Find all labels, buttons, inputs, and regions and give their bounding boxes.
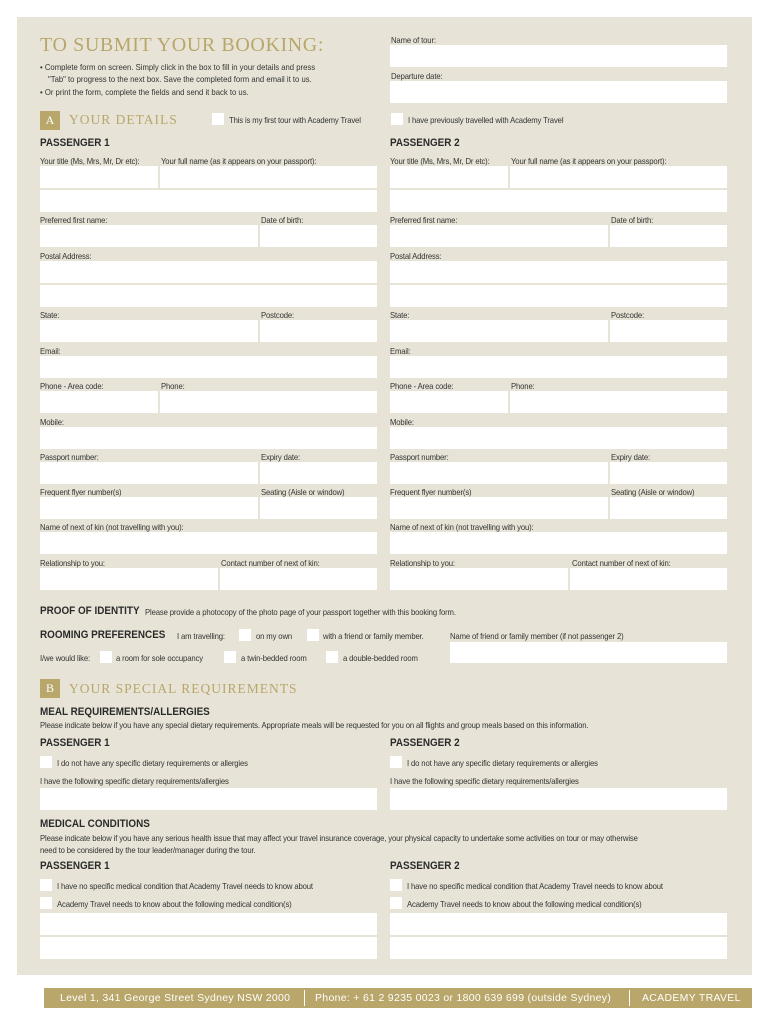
- p2-seating-label: Seating (Aisle or window): [611, 487, 695, 497]
- section-b-title: YOUR SPECIAL REQUIREMENTS: [69, 681, 298, 696]
- p1-title-label: Your title (Ms, Mrs, Mr, Dr etc):: [40, 156, 140, 166]
- p2-ff-field[interactable]: [390, 497, 608, 519]
- p2-preferred-name-label: Preferred first name:: [390, 215, 458, 225]
- section-a-badge: A: [40, 111, 60, 130]
- meal-passenger-1-heading: PASSENGER 1: [40, 737, 110, 749]
- footer-divider-1: [304, 990, 305, 1006]
- p2-no-med-label: I have no specific medical condition that Academy Travel needs to know about: [407, 881, 663, 891]
- p2-passport-label: Passport number:: [390, 452, 449, 462]
- medical-text-1: Please indicate below if you have any serious health issue that may affect your travel insurance coverage, your physical capacity to undertake some activities on tour or may otherwise: [40, 833, 638, 843]
- p1-postal-field-1[interactable]: [40, 261, 377, 283]
- rooming-heading: ROOMING PREFERENCES: [40, 629, 166, 641]
- p2-preferred-name-field[interactable]: [390, 225, 608, 247]
- room-double-label: a double-bedded room: [343, 653, 418, 663]
- p1-relationship-label: Relationship to you:: [40, 558, 105, 568]
- p2-seating-field[interactable]: [610, 497, 727, 519]
- p2-area-code-field[interactable]: [390, 391, 508, 413]
- p2-phone-field[interactable]: [510, 391, 727, 413]
- travelling-own-checkbox[interactable]: [239, 629, 251, 641]
- p2-email-field[interactable]: [390, 356, 727, 378]
- first-tour-checkbox[interactable]: [212, 113, 224, 125]
- p2-postcode-field[interactable]: [610, 320, 727, 342]
- p2-nok-label: Name of next of kin (not travelling with you):: [390, 522, 534, 532]
- previously-travelled-label: I have previously travelled with Academy Travel: [408, 115, 564, 125]
- p2-email-label: Email:: [390, 346, 411, 356]
- p2-fullname-field-2[interactable]: [390, 190, 727, 212]
- p2-postal-field-2[interactable]: [390, 285, 727, 307]
- p2-med-field-2[interactable]: [390, 937, 727, 959]
- p2-ff-label: Frequent flyer number(s): [390, 487, 472, 497]
- p2-area-code-label: Phone - Area code:: [390, 381, 454, 391]
- proof-identity-text: Please provide a photocopy of the photo page of your passport together with this booking form.: [145, 607, 456, 617]
- travelling-friend-checkbox[interactable]: [307, 629, 319, 641]
- p1-expiry-field[interactable]: [260, 462, 377, 484]
- friend-name-label: Name of friend or family member (if not passenger 2): [450, 631, 624, 641]
- room-twin-checkbox[interactable]: [224, 651, 236, 663]
- p1-phone-label: Phone:: [161, 381, 185, 391]
- would-like-label: I/we would like:: [40, 653, 91, 663]
- p1-dob-label: Date of birth:: [261, 215, 304, 225]
- p1-no-med-label: I have no specific medical condition that Academy Travel needs to know about: [57, 881, 313, 891]
- p1-postcode-label: Postcode:: [261, 310, 295, 320]
- p2-nok-field[interactable]: [390, 532, 727, 554]
- meal-text: Please indicate below if you have any special dietary requirements. Appropriate meals will be requested for you on all flights and group meals based on this information.: [40, 720, 589, 730]
- form-title: TO SUBMIT YOUR BOOKING:: [40, 34, 325, 56]
- room-twin-label: a twin-bedded room: [241, 653, 307, 663]
- p2-phone-label: Phone:: [511, 381, 535, 391]
- footer-divider-2: [629, 990, 630, 1006]
- p1-area-code-label: Phone - Area code:: [40, 381, 104, 391]
- p1-contact-field[interactable]: [220, 568, 377, 590]
- p2-no-diet-checkbox[interactable]: [390, 756, 402, 768]
- instruction-bullet-1a: • Complete form on screen. Simply click in the box to fill in your details and press: [40, 62, 316, 72]
- p2-postcode-label: Postcode:: [611, 310, 645, 320]
- p1-have-diet-label: I have the following specific dietary requirements/allergies: [40, 776, 229, 786]
- p2-postal-field-1[interactable]: [390, 261, 727, 283]
- p1-phone-field[interactable]: [160, 391, 377, 413]
- p1-area-code-field[interactable]: [40, 391, 158, 413]
- p1-postal-field-2[interactable]: [40, 285, 377, 307]
- p1-passport-label: Passport number:: [40, 452, 99, 462]
- p1-no-diet-checkbox[interactable]: [40, 756, 52, 768]
- p1-have-med-checkbox[interactable]: [40, 897, 52, 909]
- p2-have-med-checkbox[interactable]: [390, 897, 402, 909]
- room-sole-checkbox[interactable]: [100, 651, 112, 663]
- p1-contact-label: Contact number of next of kin:: [221, 558, 320, 568]
- p1-fullname-field[interactable]: [160, 166, 377, 188]
- travelling-own-label: on my own: [256, 631, 293, 641]
- p1-nok-field[interactable]: [40, 532, 377, 554]
- p2-state-field[interactable]: [390, 320, 608, 342]
- footer-address: Level 1, 341 George Street Sydney NSW 2000: [60, 992, 291, 1004]
- footer-phone: Phone: + 61 2 9235 0023 or 1800 639 699 (outside Sydney): [315, 992, 612, 1004]
- p2-contact-label: Contact number of next of kin:: [572, 558, 671, 568]
- instruction-bullet-1b: "Tab" to progress to the next box. Save the completed form and email it to us.: [48, 74, 312, 84]
- p1-email-field[interactable]: [40, 356, 377, 378]
- p2-passport-field[interactable]: [390, 462, 608, 484]
- p2-contact-field[interactable]: [570, 568, 727, 590]
- p1-state-field[interactable]: [40, 320, 258, 342]
- p2-mobile-field[interactable]: [390, 427, 727, 449]
- meal-passenger-2-heading: PASSENGER 2: [390, 737, 460, 749]
- p1-postal-label: Postal Address:: [40, 251, 92, 261]
- p2-relationship-field[interactable]: [390, 568, 568, 590]
- section-a-title: YOUR DETAILS: [69, 112, 178, 127]
- p1-preferred-name-label: Preferred first name:: [40, 215, 108, 225]
- room-double-checkbox[interactable]: [326, 651, 338, 663]
- previously-travelled-checkbox[interactable]: [391, 113, 403, 125]
- friend-name-field[interactable]: [450, 642, 727, 663]
- p2-have-diet-label: I have the following specific dietary requirements/allergies: [390, 776, 579, 786]
- p2-dob-label: Date of birth:: [611, 215, 654, 225]
- p1-ff-label: Frequent flyer number(s): [40, 487, 122, 497]
- instruction-bullet-2: • Or print the form, complete the fields and send it back to us.: [40, 87, 249, 97]
- p1-relationship-field[interactable]: [40, 568, 218, 590]
- p1-dob-field[interactable]: [260, 225, 377, 247]
- p2-dob-field[interactable]: [610, 225, 727, 247]
- p2-no-med-checkbox[interactable]: [390, 879, 402, 891]
- meal-heading: MEAL REQUIREMENTS/ALLERGIES: [40, 706, 210, 718]
- p1-med-field-2[interactable]: [40, 937, 377, 959]
- passenger-1-heading: PASSENGER 1: [40, 137, 110, 149]
- p2-mobile-label: Mobile:: [390, 417, 414, 427]
- p2-fullname-label: Your full name (as it appears on your passport):: [511, 156, 667, 166]
- med-passenger-2-heading: PASSENGER 2: [390, 860, 460, 872]
- p1-nok-label: Name of next of kin (not travelling with you):: [40, 522, 184, 532]
- footer-bar: [44, 988, 752, 1008]
- p1-preferred-name-field[interactable]: [40, 225, 258, 247]
- p2-state-label: State:: [390, 310, 410, 320]
- travelling-friend-label: with a friend or family member.: [323, 631, 424, 641]
- p1-diet-field[interactable]: [40, 788, 377, 810]
- section-b-badge: B: [40, 679, 60, 698]
- p1-mobile-field[interactable]: [40, 427, 377, 449]
- p2-med-field-1[interactable]: [390, 913, 727, 935]
- p1-passport-field[interactable]: [40, 462, 258, 484]
- p2-fullname-field[interactable]: [510, 166, 727, 188]
- p1-fullname-field-2[interactable]: [40, 190, 377, 212]
- p1-postcode-field[interactable]: [260, 320, 377, 342]
- p1-title-field[interactable]: [40, 166, 158, 188]
- p2-expiry-label: Expiry date:: [611, 452, 651, 462]
- p1-ff-field[interactable]: [40, 497, 258, 519]
- departure-date-field[interactable]: [390, 81, 727, 103]
- p1-expiry-label: Expiry date:: [261, 452, 301, 462]
- p1-state-label: State:: [40, 310, 60, 320]
- p1-med-field-1[interactable]: [40, 913, 377, 935]
- p1-no-diet-label: I do not have any specific dietary requirements or allergies: [57, 758, 248, 768]
- first-tour-label: This is my first tour with Academy Travel: [229, 115, 361, 125]
- footer-brand: ACADEMY TRAVEL: [642, 992, 741, 1004]
- p1-email-label: Email:: [40, 346, 61, 356]
- p2-no-diet-label: I do not have any specific dietary requirements or allergies: [407, 758, 598, 768]
- departure-date-label: Departure date:: [391, 71, 443, 81]
- p2-have-med-label: Academy Travel needs to know about the following medical condition(s): [407, 899, 642, 909]
- p2-postal-label: Postal Address:: [390, 251, 442, 261]
- tour-name-field[interactable]: [390, 45, 727, 67]
- p2-title-label: Your title (Ms, Mrs, Mr, Dr etc):: [390, 156, 490, 166]
- p2-expiry-field[interactable]: [610, 462, 727, 484]
- room-sole-label: a room for sole occupancy: [116, 653, 203, 663]
- medical-text-2: need to be considered by the tour leader/manager during the tour.: [40, 845, 256, 855]
- p2-diet-field[interactable]: [390, 788, 727, 810]
- medical-heading: MEDICAL CONDITIONS: [40, 818, 150, 830]
- p1-mobile-label: Mobile:: [40, 417, 64, 427]
- p1-seating-label: Seating (Aisle or window): [261, 487, 345, 497]
- travelling-label: I am travelling:: [177, 631, 225, 641]
- proof-identity-heading: PROOF OF IDENTITY: [40, 605, 140, 617]
- p2-title-field[interactable]: [390, 166, 508, 188]
- p1-seating-field[interactable]: [260, 497, 377, 519]
- p1-no-med-checkbox[interactable]: [40, 879, 52, 891]
- tour-name-label: Name of tour:: [391, 35, 436, 45]
- passenger-2-heading: PASSENGER 2: [390, 137, 460, 149]
- p1-fullname-label: Your full name (as it appears on your passport):: [161, 156, 317, 166]
- p1-have-med-label: Academy Travel needs to know about the following medical condition(s): [57, 899, 292, 909]
- med-passenger-1-heading: PASSENGER 1: [40, 860, 110, 872]
- p2-relationship-label: Relationship to you:: [390, 558, 455, 568]
